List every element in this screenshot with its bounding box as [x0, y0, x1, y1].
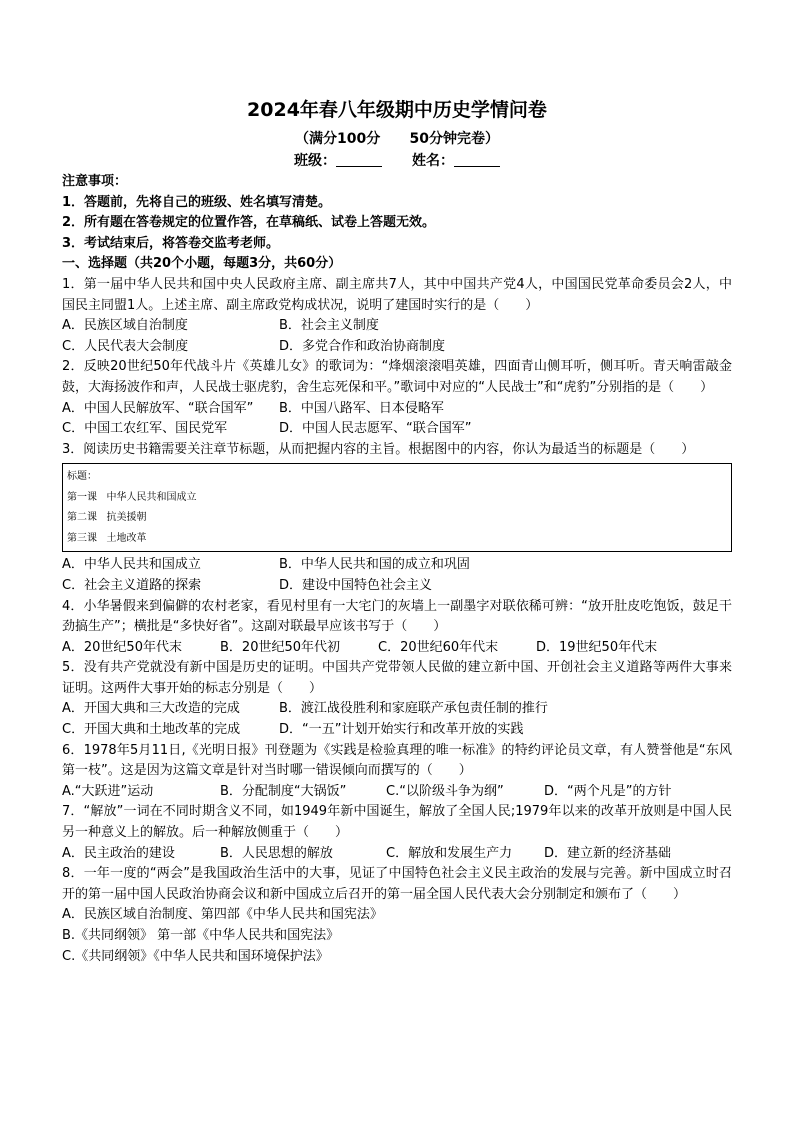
option-b: B．人民思想的解放 [220, 845, 333, 861]
exam-subtitle: （满分100分 50分钟完卷） [295, 131, 499, 147]
question-5-options [62, 699, 732, 720]
option-d: D．19世纪50年代末 [536, 639, 658, 655]
section-heading: 一、选择题（共20个小题，每题3分，共60分） [62, 256, 342, 272]
option-a: A．民族区域自治制度、第四部《中华人民共和国宪法》 [62, 907, 383, 923]
question-5-options [62, 720, 732, 741]
note-item: 2．所有题在答卷规定的位置作答，在草稿纸、试卷上答题无效。 [62, 215, 436, 231]
question-3-options [62, 555, 732, 576]
option-a: A．民主政治的建设 [62, 845, 175, 861]
option-a: A.“大跃进”运动 [62, 783, 154, 799]
option-a: A．中华人民共和国成立 [62, 557, 201, 573]
question-1-options [62, 316, 732, 337]
option-d: D．中国人民志愿军、“联合国军” [279, 421, 472, 437]
question-1-options [62, 337, 732, 358]
option-c: C．开国大典和土地改革的完成 [62, 722, 241, 738]
question-2-stem: 2．反映20世纪50年代战斗片《英雄儿女》的歌词为：“烽烟滚滚唱英雄，四面青山侧耳听，侧耳听。青天响雷敲金鼓，大海扬波作和声，人民战士驱虎豹，舍生忘死保和平。”歌词中对应的“人民战士”和“虎豹”分别指的是（ ） [62, 359, 732, 395]
option-b: B．中华人民共和国的成立和巩固 [279, 557, 470, 573]
note-item: 1．答题前，先将自己的班级、姓名填写清楚。 [62, 194, 332, 210]
option-c: C．解放和发展生产力 [386, 845, 513, 861]
name-blank [454, 152, 500, 167]
option-b: B．20世纪50年代初 [220, 639, 341, 655]
question-4-stem: 4．小华暑假来到偏僻的农村老家，看见村里有一大宅门的灰墙上一副墨字对联依稀可辨：“放开肚皮吃饱饭，鼓足干劲搞生产”；横批是“多快好省”。这副对联最早应该书写于（ ） [62, 598, 732, 635]
option-c: C.《共同纲领》《中华人民共和国环境保护法》 [62, 948, 329, 964]
question-1-stem: 1．第一届中华人民共和国中央人民政府主席、副主席共7人，其中中国共产党4人，中国国民党革命委员会2人，中国民主同盟1人。上述主席、副主席政党构成状况，说明了建国时实行的是（ ） [62, 276, 732, 313]
option-d: D．“一五”计划开始实行和改革开放的实践 [279, 722, 524, 738]
option-a: A．开国大典和三大改造的完成 [62, 701, 240, 717]
box-line: 标题： [67, 471, 97, 483]
option-b: B．中国八路军、日本侵略军 [279, 400, 444, 416]
exam-title: 2024年春八年级期中历史学情问卷 [247, 99, 547, 121]
question-2-options [62, 419, 732, 440]
question-5-stem: 5．没有共产党就没有新中国是历史的证明。中国共产党带领人民做的建立新中国、开创社会主义道路等两件大事来证明。这两件大事开始的标志分别是（ ） [62, 660, 732, 696]
option-a: A．20世纪50年代末 [62, 639, 182, 655]
option-b: B．社会主义制度 [279, 318, 379, 334]
chapter-title-box [62, 463, 732, 552]
box-line: 第二课 抗美援朝 [67, 512, 147, 524]
option-d: D．建设中国特色社会主义 [279, 577, 433, 593]
class-blank [336, 152, 382, 167]
option-d: D．多党合作和政治协商制度 [279, 338, 446, 354]
name-label: 姓名： [412, 153, 454, 169]
option-c: C.“以阶级斗争为纲” [386, 783, 504, 799]
question-8-stem: 8．一年一度的“两会”是我国政治生活中的大事，见证了中国特色社会主义民主政治的发展与完善。新中国成立时召开的第一届中国人民政治协商会议和新中国成立后召开的第一届全国人民代表大会分别制定和颁布了（ ） [62, 866, 732, 902]
option-c: C．20世纪60年代末 [378, 639, 499, 655]
student-info-row [0, 152, 794, 170]
question-4-options [62, 638, 732, 659]
question-7-options [62, 844, 732, 865]
note-item: 3．考试结束后，将答卷交监考老师。 [62, 235, 280, 251]
exam-content [62, 172, 732, 967]
box-line: 第一课 中华人民共和国成立 [67, 491, 197, 503]
question-3-stem: 3．阅读历史书籍需要关注章节标题，从而把握内容的主旨。根据图中的内容，你认为最适当的标题是（ ） [62, 441, 695, 457]
question-6-options [62, 782, 732, 803]
option-b: B．渡江战役胜利和家庭联产承包责任制的推行 [279, 701, 548, 717]
question-3-options [62, 576, 732, 597]
option-c: C．社会主义道路的探索 [62, 577, 202, 593]
option-a: A．中国人民解放军、“联合国军” [62, 400, 254, 416]
question-6-stem: 6．1978年5月11日,《光明日报》刊登题为《实践是检验真理的唯一标准》的特约评论员文章，有人赞誉他是“东风第一枝”。这是因为这篇文章是针对当时哪一错误倾向而撰写的（ ） [62, 742, 732, 779]
option-b: B.《共同纲领》 第一部《中华人民共和国宪法》 [62, 928, 340, 943]
question-7-stem: 7．“解放”一词在不同时期含义不同，如1949年新中国诞生，解放了全国人民;1979年以来的改革开放则是中国人民另一种意义上的解放。后一种解放侧重于（ ） [62, 804, 732, 841]
option-c: C．中国工农红军、国民党军 [62, 421, 228, 437]
question-2-options [62, 399, 732, 420]
option-d: D．“两个凡是”的方针 [544, 783, 672, 799]
option-b: B．分配制度“大锅饭” [220, 783, 347, 799]
option-c: C．人民代表大会制度 [62, 338, 189, 354]
box-line: 第三课 土地改革 [67, 532, 147, 544]
option-d: D．建立新的经济基础 [544, 845, 672, 861]
class-label: 班级： [294, 153, 336, 169]
notes-heading: 注意事项： [62, 174, 128, 189]
option-a: A．民族区域自治制度 [62, 318, 188, 334]
